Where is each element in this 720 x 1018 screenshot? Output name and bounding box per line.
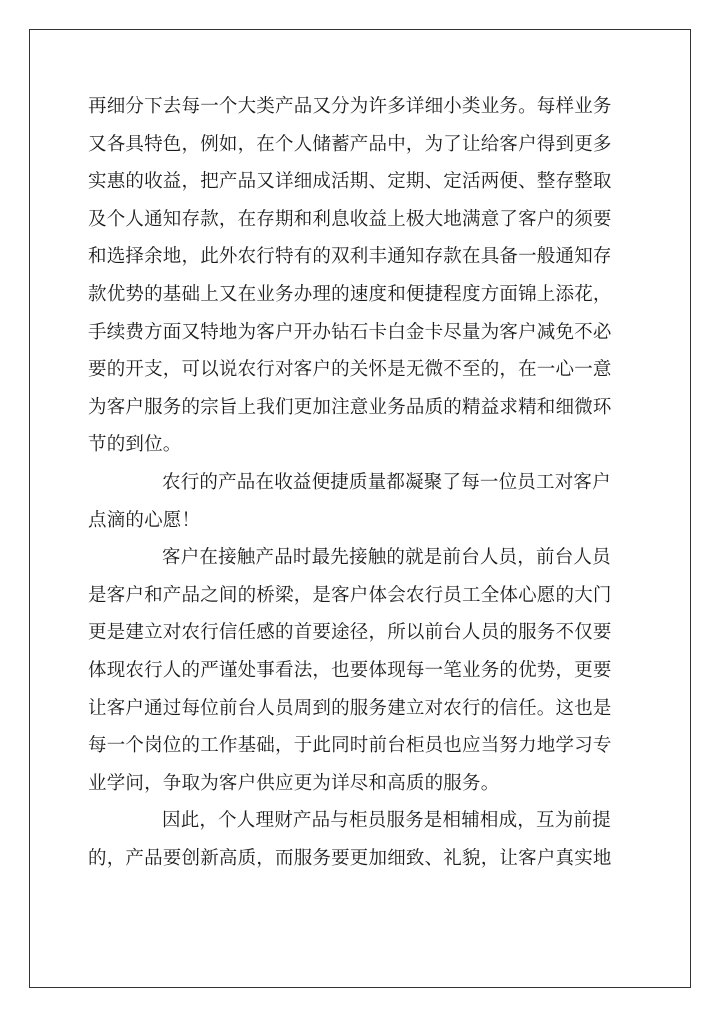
text-line: 又各具特色，例如，在个人储蓄产品中，为了让给客户得到更多 [88,133,612,155]
paragraph-first-line: 农行的产品在收益便捷质量都凝聚了每一位员工对客户 [162,471,611,493]
text-line: 及个人通知存款，在存期和利息收益上极大地满意了客户的须要 [88,208,612,230]
text-line: 更是建立对农行信任感的首要途径，所以前台人员的服务不仅要 [88,622,612,644]
text-line: 体现农行人的严谨处事看法，也要体现每一笔业务的优势，更要 [88,659,612,681]
text-line: 的，产品要创新高质，而服务要更加细致、礼貌，让客户真实地 [88,847,612,869]
text-line: 手续费方面又特地为客户开办钻石卡白金卡尽量为客户减免不必 [88,321,612,343]
text-line: 点滴的心愿！ [88,509,201,531]
text-line: 每一个岗位的工作基础，于此同时前台柜员也应当努力地学习专 [88,735,612,757]
text-line: 节的到位。 [88,434,182,456]
text-line: 为客户服务的宗旨上我们更加注意业务品质的精益求精和细微环 [88,396,612,418]
text-line: 和选择余地，此外农行特有的双利丰通知存款在具备一般通知存 [88,246,612,268]
text-line: 让客户通过每位前台人员周到的服务建立对农行的信任。这也是 [88,697,612,719]
text-line: 实惠的收益，把产品又详细成活期、定期、定活两便、整存整取 [88,171,612,193]
document-body [88,88,634,877]
text-line: 是客户和产品之间的桥梁，是客户体会农行员工全体心愿的大门 [88,584,612,606]
paragraph-first-line: 因此，个人理财产品与柜员服务是相辅相成，互为前提 [162,810,611,832]
text-line: 业学问，争取为客户供应更为详尽和高质的服务。 [88,772,500,794]
text-line: 要的开支，可以说农行对客户的关怀是无微不至的，在一心一意 [88,359,612,381]
text-line: 再细分下去每一个大类产品又分为许多详细小类业务。每样业务 [88,96,612,117]
paragraph-first-line: 客户在接触产品时最先接触的就是前台人员，前台人员 [162,547,611,569]
text-line: 款优势的基础上又在业务办理的速度和便捷程度方面锦上添花， [88,283,612,305]
